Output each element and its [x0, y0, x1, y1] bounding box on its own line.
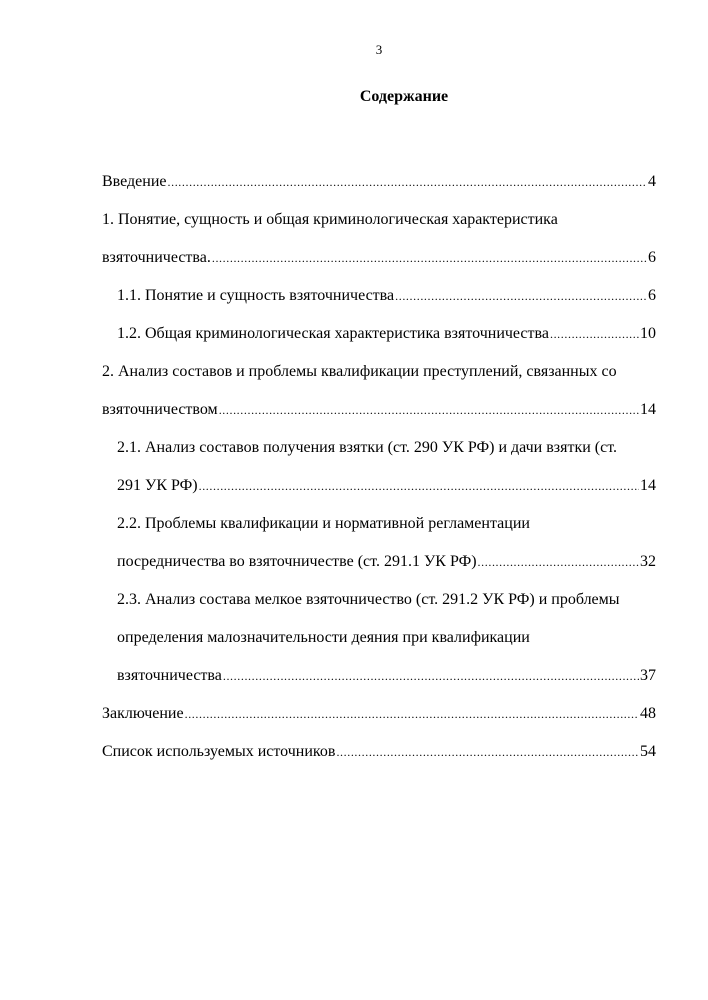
toc-entry-references[interactable] [102, 742, 656, 780]
toc-entry-text: 291 УК РФ) [117, 477, 198, 494]
toc-entry-text: посредничества во взяточничестве (ст. 291.1 УК РФ) [117, 553, 477, 570]
toc-entry-section-2-3[interactable] [102, 590, 656, 704]
toc-entry-text: взяточничества [117, 667, 222, 684]
toc-entry-section-2-2[interactable] [102, 514, 656, 590]
toc-page-number: 32 [640, 553, 656, 570]
dot-leader [212, 248, 647, 268]
toc-entry-text: 2.3. Анализ состава мелкое взяточничество (ст. 291.2 УК РФ) и проблемы [117, 591, 620, 608]
toc-entry-text: 2.2. Проблемы квалификации и нормативной регламентации [117, 515, 530, 532]
toc-entry-text: 1.2. Общая криминологическая характеристика взяточничества [117, 325, 549, 342]
dot-leader [336, 742, 639, 762]
toc-entry-introduction[interactable] [102, 172, 656, 210]
toc-entry-text: Введение [102, 173, 167, 190]
toc-entry-text: 1. Понятие, сущность и общая криминологическая характеристика [102, 211, 558, 228]
dot-leader [550, 324, 639, 344]
toc-entry-text: взяточничества. [102, 249, 211, 266]
toc-page-number: 14 [640, 401, 656, 418]
dot-leader [219, 400, 639, 420]
table-of-contents [102, 172, 656, 780]
toc-entry-text: 1.1. Понятие и сущность взяточничества [117, 287, 395, 304]
toc-entry-text: Заключение [102, 705, 184, 722]
page-number: 3 [375, 42, 383, 57]
toc-title: Содержание [359, 88, 449, 105]
toc-page-number: 14 [640, 477, 656, 494]
toc-page-number: 48 [640, 705, 656, 722]
toc-entry-text: взяточничеством [102, 401, 218, 418]
dot-leader [185, 704, 639, 724]
toc-page-number: 6 [648, 287, 656, 304]
toc-entry-section-1-1[interactable] [102, 286, 656, 324]
toc-entry-chapter-1[interactable] [102, 210, 656, 286]
toc-entry-text: Список используемых источников [102, 743, 336, 760]
toc-entry-chapter-2[interactable] [102, 362, 656, 438]
toc-page-number: 4 [648, 173, 656, 190]
toc-page-number: 10 [640, 325, 656, 342]
toc-entry-section-1-2[interactable] [102, 324, 656, 362]
toc-entry-text: 2. Анализ составов и проблемы квалификации преступлений, связанных со [102, 363, 617, 380]
toc-page-number: 6 [648, 249, 656, 266]
dot-leader [168, 172, 648, 192]
toc-page-number: 37 [640, 667, 656, 684]
dot-leader [478, 552, 639, 572]
dot-leader [223, 666, 639, 686]
toc-entry-section-2-1[interactable] [102, 438, 656, 514]
dot-leader [395, 286, 647, 306]
toc-entry-text: 2.1. Анализ составов получения взятки (ст. 290 УК РФ) и дачи взятки (ст. [117, 439, 618, 456]
toc-entry-conclusion[interactable] [102, 704, 656, 742]
dot-leader [199, 476, 639, 496]
toc-entry-text: определения малозначительности деяния при квалификации [117, 629, 530, 646]
toc-page-number: 54 [640, 743, 656, 760]
